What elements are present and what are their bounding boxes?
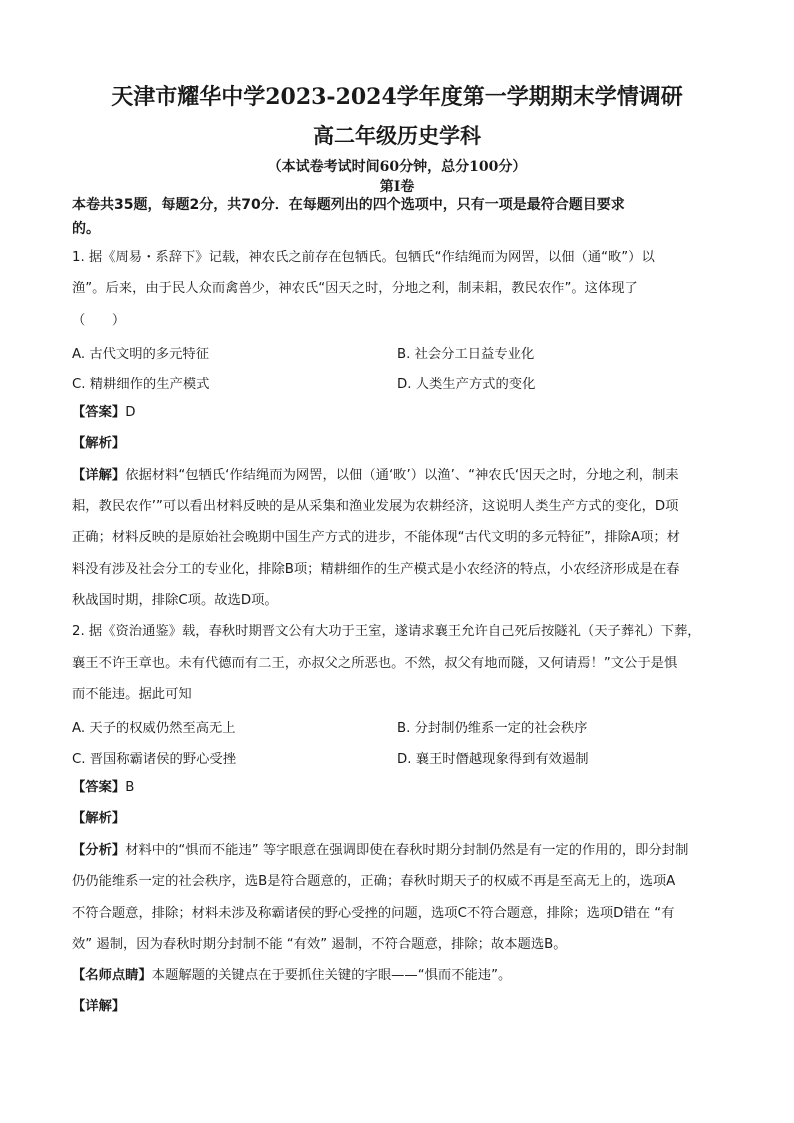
instructions-line-1: 本卷共35题，每题2分，共70分．在每题列出的四个选项中，只有一项是最符合题目要求 [72, 197, 625, 213]
q2-analysis-tag: 【解析】 [72, 811, 126, 826]
q1-detail-line-5: 秋战国时期，排除C项。故选D项。 [72, 593, 278, 608]
q2-option-b: B. 分封制仍维系一定的社会秩序 [397, 721, 588, 736]
q2-answer [72, 779, 728, 796]
exam-info: （本试卷考试时间60分钟，总分100分） [267, 159, 527, 175]
q1-stem-line-1: 1. 据《周易・系辞下》记载，神农氏之前存在包牺氏。包牺氏“作结绳而为网罟，以佃（通“畋”）以 [72, 250, 655, 265]
q2-fenxi-line-4: 效” 遏制，因为春秋时期分封制不能 “有效” 遏制，不符合题意，排除；故本题选B。 [72, 937, 567, 952]
volume-label: 第Ⅰ卷 [379, 179, 415, 195]
q1-detail-tag: 【详解】 [72, 468, 126, 483]
q2-dianjing-tag: 【名师点睛】 [72, 968, 152, 983]
q1-detail-line-3: 正确；材料反映的是原始社会晚期中国生产方式的进步，不能体现“古代文明的多元特征”，排除A项；材 [72, 530, 680, 545]
q1-option-d: D. 人类生产方式的变化 [397, 377, 536, 392]
q1-option-c: C. 精耕细作的生产模式 [72, 377, 210, 392]
q1-detail-line-4: 料没有涉及社会分工的专业化，排除B项；精耕细作的生产模式是小农经济的特点，小农经济形成是在春 [72, 562, 680, 577]
document-title: 天津市耀华中学2023-2024学年度第一学期期末学情调研 [111, 84, 683, 110]
q1-option-a: A. 古代文明的多元特征 [72, 347, 209, 362]
q2-stem-line-2: 襄王不许王章也。未有代德而有二王，亦叔父之所恶也。不然，叔父有地而隧，又何请焉！”文公于是惧 [72, 656, 678, 671]
q2-detail-tag: 【详解】 [72, 999, 126, 1014]
q1-option-b: B. 社会分工日益专业化 [397, 347, 535, 362]
q1-stem-line-3: （ ） [72, 313, 126, 328]
q2-fenxi-text-1: 材料中的“惧而不能违” 等字眼意在强调即使在春秋时期分封制仍然是有一定的作用的，即分封制 [125, 843, 689, 858]
q1-answer-value: D [125, 405, 136, 420]
q2-dianjing-text: 本题解题的关键点在于要抓住关键的字眼——“惧而不能违”。 [151, 968, 512, 983]
document-subtitle: 高二年级历史学科 [313, 123, 481, 148]
q2-dianjing [72, 967, 728, 984]
q2-answer-value: B [125, 780, 135, 795]
q2-answer-tag: 【答案】 [72, 780, 126, 795]
q2-option-d: D. 襄王时僭越现象得到有效遏制 [397, 752, 589, 767]
q2-fenxi-tag: 【分析】 [72, 843, 126, 858]
q1-detail-line-1 [72, 467, 728, 484]
q2-stem-line-1: 2. 据《资治通鉴》载，春秋时期晋文公有大功于王室，遂请求襄王允许自己死后按隧礼（天子葬礼）下葬， [72, 624, 701, 639]
q1-detail-line-2: 耜，教民农作’”可以看出材料反映的是从采集和渔业发展为农耕经济，这说明人类生产方式的变化，D项 [72, 499, 679, 514]
q2-option-a: A. 天子的权威仍然至高无上 [72, 721, 236, 736]
q1-analysis-tag: 【解析】 [72, 436, 126, 451]
q1-answer [72, 404, 728, 421]
q2-fenxi-line-3: 不符合题意，排除；材料未涉及称霸诸侯的野心受挫的问题，选项C不符合题意，排除；选项D错在 “有 [72, 906, 675, 921]
instructions-line-2: 的。 [72, 221, 100, 237]
q2-fenxi-line-1 [72, 842, 728, 859]
q1-stem-line-2: 渔”。后来，由于民人众而禽兽少，神农氏“因天之时，分地之利，制耒耜，教民农作”。这体现了 [72, 281, 638, 296]
q2-option-c: C. 晋国称霸诸侯的野心受挫 [72, 752, 237, 767]
q1-detail-text-1: 依据材料“包牺氏‘作结绳而为网罟，以佃（通‘畋’）以渔’、“神农氏‘因天之时，分地之利，制耒 [125, 468, 679, 483]
q1-answer-tag: 【答案】 [72, 405, 126, 420]
q2-stem-line-3: 而不能违。据此可知 [72, 687, 192, 702]
q2-fenxi-line-2: 仍仍能维系一定的社会秩序，选B是符合题意的，正确；春秋时期天子的权威不再是至高无上的，选项A [72, 874, 676, 889]
